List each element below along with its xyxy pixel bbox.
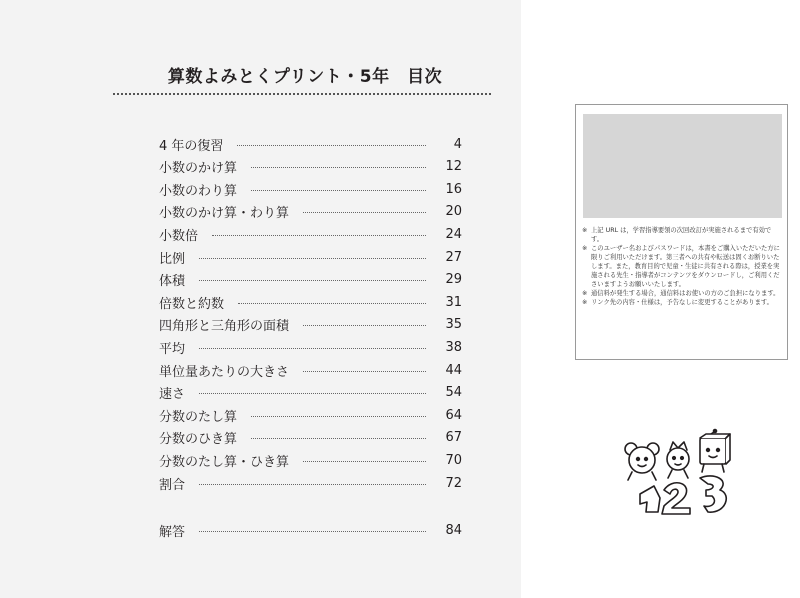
title-dotted-rule — [113, 93, 491, 95]
toc-leader-dots — [199, 258, 426, 259]
toc-page-number: 12 — [445, 159, 462, 175]
numeral-two-shape — [662, 483, 690, 514]
note-mark: ※ — [582, 245, 588, 252]
toc-row[interactable] — [159, 337, 462, 357]
toc-label: 平均 — [159, 341, 186, 357]
toc-page-number: 38 — [445, 339, 462, 355]
toc-page-number: 31 — [445, 294, 462, 310]
note-item — [582, 226, 783, 244]
toc-leader-dots — [251, 190, 426, 191]
download-info-box — [575, 104, 788, 360]
toc-label: 小数のわり算 — [159, 183, 238, 199]
toc-page-number: 24 — [445, 226, 462, 242]
toc-row[interactable] — [159, 315, 462, 335]
toc-leader-dots — [238, 303, 426, 304]
toc-label: 分数のたし算 — [159, 409, 238, 425]
note-item — [582, 298, 783, 307]
cat-character — [667, 442, 689, 478]
toc-row[interactable] — [159, 473, 462, 493]
toc-leader-dots — [303, 212, 426, 213]
toc-label: 倍数と約数 — [159, 296, 225, 312]
toc-label: 体積 — [159, 274, 186, 290]
toc-page-number: 84 — [445, 522, 462, 538]
toc-label: 小数倍 — [159, 228, 199, 244]
note-mark: ※ — [582, 227, 588, 234]
toc-page-number: 16 — [445, 181, 462, 197]
toc-label: 比例 — [159, 251, 186, 267]
toc-leader-dots — [251, 167, 426, 168]
toc-row[interactable] — [159, 157, 462, 177]
toc-leader-dots — [199, 531, 426, 532]
box-character — [700, 430, 730, 473]
numeral-one-shape — [640, 486, 660, 512]
toc-leader-dots — [199, 280, 426, 281]
toc-page-number: 20 — [445, 204, 462, 220]
toc-leader-dots — [199, 348, 426, 349]
toc-leader-dots — [303, 461, 426, 462]
notes-list — [582, 226, 783, 307]
mascot-illustration — [620, 428, 742, 516]
toc-label: 四角形と三角形の面積 — [159, 319, 290, 335]
note-text: リンク先の内容・仕様は，予告なしに変更することがあります。 — [591, 299, 773, 306]
toc-page-number: 29 — [445, 272, 462, 288]
toc-page-number: 44 — [445, 362, 462, 378]
note-text: 通信料が発生する場合，通信料はお使いの方のご負担になります。 — [591, 290, 780, 297]
toc-leader-dots — [199, 484, 426, 485]
toc-page-number: 4 — [453, 136, 462, 152]
toc-row[interactable] — [159, 292, 462, 312]
toc-page-number: 72 — [445, 475, 462, 491]
toc-row[interactable] — [159, 360, 462, 380]
toc-label: 割合 — [159, 477, 186, 493]
toc-label: 単位量あたりの大きさ — [159, 364, 290, 380]
toc-label: 速さ — [159, 387, 186, 403]
note-mark: ※ — [582, 299, 588, 306]
toc-page-number: 35 — [445, 317, 462, 333]
note-text: 上記 URL は，学習指導要領の次回改訂が実施されるまで有効です。 — [591, 227, 772, 243]
toc-page-number: 70 — [445, 452, 462, 468]
toc-label: 4 年の復習 — [159, 138, 224, 154]
toc-label: 分数のたし算・ひき算 — [159, 454, 290, 470]
note-mark: ※ — [582, 290, 588, 297]
toc-row[interactable] — [159, 270, 462, 290]
toc-label: 解答 — [159, 524, 186, 540]
toc-leader-dots — [212, 235, 426, 236]
toc-leader-dots — [251, 438, 426, 439]
note-item — [582, 289, 783, 298]
toc-row[interactable] — [159, 134, 462, 154]
note-item — [582, 244, 783, 289]
toc-row[interactable] — [159, 224, 462, 244]
numeral-three-shape — [700, 476, 726, 512]
toc-label: 分数のひき算 — [159, 432, 238, 448]
bear-character — [625, 443, 659, 480]
toc-row[interactable] — [159, 202, 462, 222]
toc-row[interactable] — [159, 450, 462, 470]
toc-leader-dots — [303, 371, 426, 372]
toc-page-number: 64 — [445, 407, 462, 423]
toc-page-number: 27 — [445, 249, 462, 265]
note-text: このユーザー名およびパスワードは，本書をご購入いただいた方に限りご利用いただけます。第三者への共有や転送は固くお断りいたします。また，教育目的で児童・生徒に共有される際は，授業を実施される先生・指導者がコンテンツをダウンロードし，ご利用くださいますようお願いいたします。 — [591, 245, 780, 288]
toc-row[interactable] — [159, 405, 462, 425]
toc-label: 小数のかけ算 — [159, 161, 238, 177]
toc-row[interactable] — [159, 179, 462, 199]
info-placeholder-block — [583, 114, 782, 218]
toc-leader-dots — [303, 325, 426, 326]
toc-leader-dots — [199, 393, 426, 394]
toc-row[interactable] — [159, 428, 462, 448]
toc-row[interactable] — [159, 247, 462, 267]
toc-page-number: 54 — [445, 385, 462, 401]
toc-leader-dots — [237, 145, 426, 146]
toc-row[interactable] — [159, 383, 462, 403]
page-title: 算数よみとくプリント・5年 目次 — [167, 67, 443, 87]
toc-label: 小数のかけ算・わり算 — [159, 206, 290, 222]
toc-row-answers[interactable] — [159, 520, 462, 540]
toc-page-number: 67 — [445, 430, 462, 446]
toc-leader-dots — [251, 416, 426, 417]
